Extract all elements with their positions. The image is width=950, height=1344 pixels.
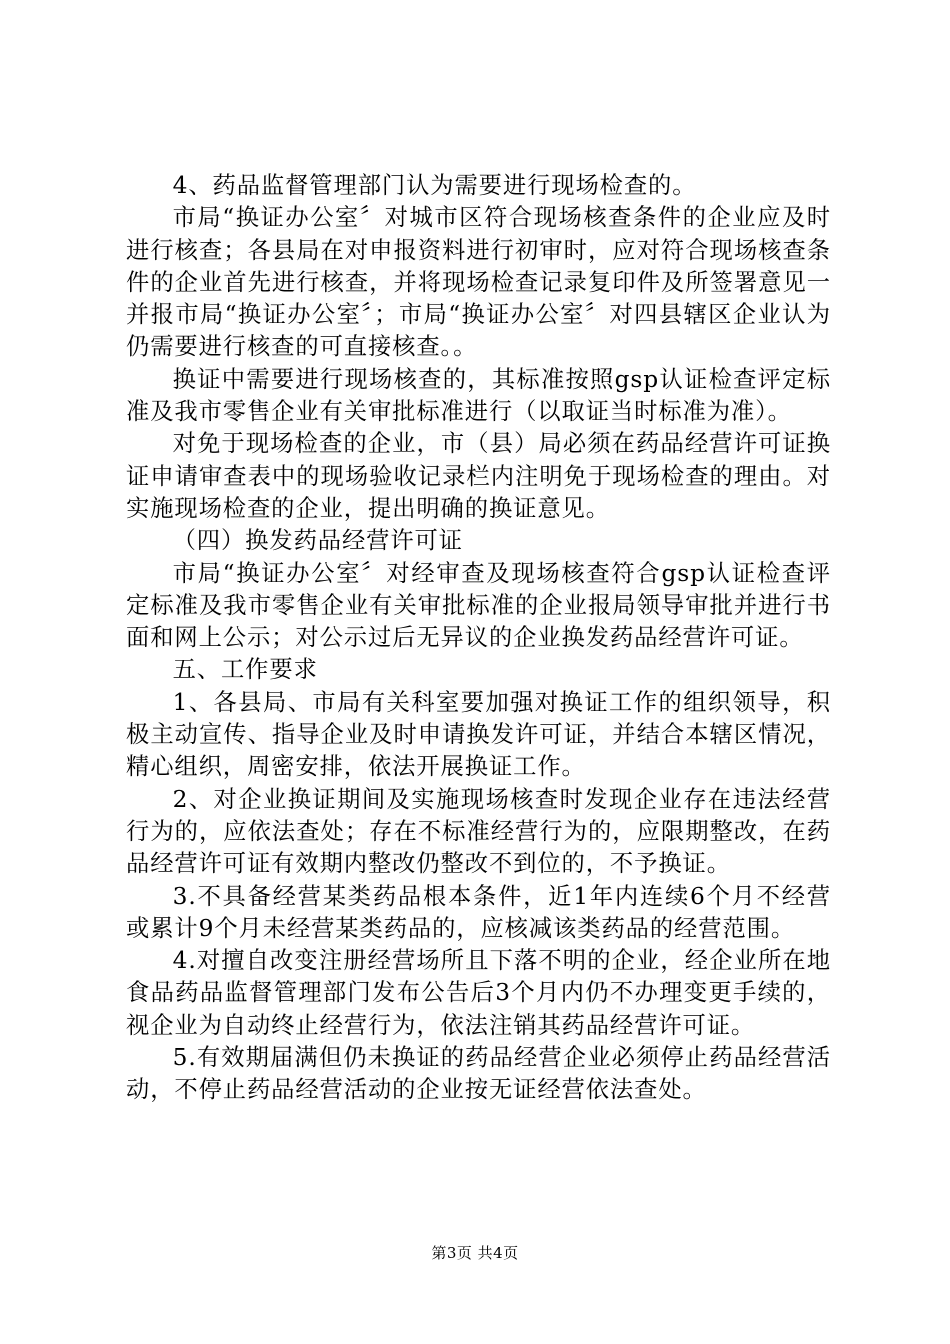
section-heading: 五、工作要求 [172, 656, 318, 684]
paragraph: 对免于现场检查的企业，市（县）局必须在药品经营许可证换证申请审查表中的现场验收记录栏内注明免于现场检查的理由。对实施现场检查的企业，提出明确的换证意见。 [126, 430, 831, 522]
paragraph: 换证中需要进行现场核查的，其标准按照gsp认证检查评定标准及我市零售企业有关审批标准进行（以取证当时标准为准）。 [126, 365, 831, 426]
paragraph: 3.不具备经营某类药品根本条件，近1年内连续6个月不经营或累计9个月未经营某类药品的，应核减该类药品的经营范围。 [126, 882, 831, 942]
paragraph: 市局“换证办公室〞对城市区符合现场核查条件的企业应及时进行核查；各县局在对申报资料进行初审时，应对符合现场核查条件的企业首先进行核查，并将现场检查记录复印件及所签署意见一并报市局“换证办公室〞；市局“换证办公室〞对四县辖区企业认为仍需要进行核查的可直接核查。。 [126, 204, 831, 361]
page-footer: 第3页 共4页 [431, 1244, 519, 1262]
paragraph: 2、对企业换证期间及实施现场核查时发现企业存在违法经营行为的，应依法查处；存在不标准经营行为的，应限期整改，在药品经营许可证有效期内整改仍整改不到位的，不予换证。 [126, 785, 831, 878]
paragraph: 市局“换证办公室〞对经审查及现场核查符合gsp认证检查评定标准及我市零售企业有关审批标准的企业报局领导审批并进行书面和网上公示；对公示过后无异议的企业换发药品经营许可证。 [126, 559, 831, 652]
document-body [126, 170, 831, 1107]
paragraph: 5.有效期届满但仍未换证的药品经营企业必须停止药品经营活动，不停止药品经营活动的企业按无证经营依法查处。 [126, 1044, 831, 1104]
paragraph: 1、各县局、市局有关科室要加强对换证工作的组织领导，积极主动宣传、指导企业及时申请换发许可证，并结合本辖区情况，精心组织，周密安排，依法开展换证工作。 [126, 688, 831, 781]
section-heading: （四）换发药品经营许可证 [172, 527, 463, 555]
paragraph: 4.对擅自改变注册经营场所且下落不明的企业，经企业所在地食品药品监督管理部门发布公告后3个月内仍不办理变更手续的，视企业为自动终止经营行为，依法注销其药品经营许可证。 [126, 947, 831, 1039]
paragraph: 4、药品监督管理部门认为需要进行现场检查的。 [172, 172, 697, 199]
